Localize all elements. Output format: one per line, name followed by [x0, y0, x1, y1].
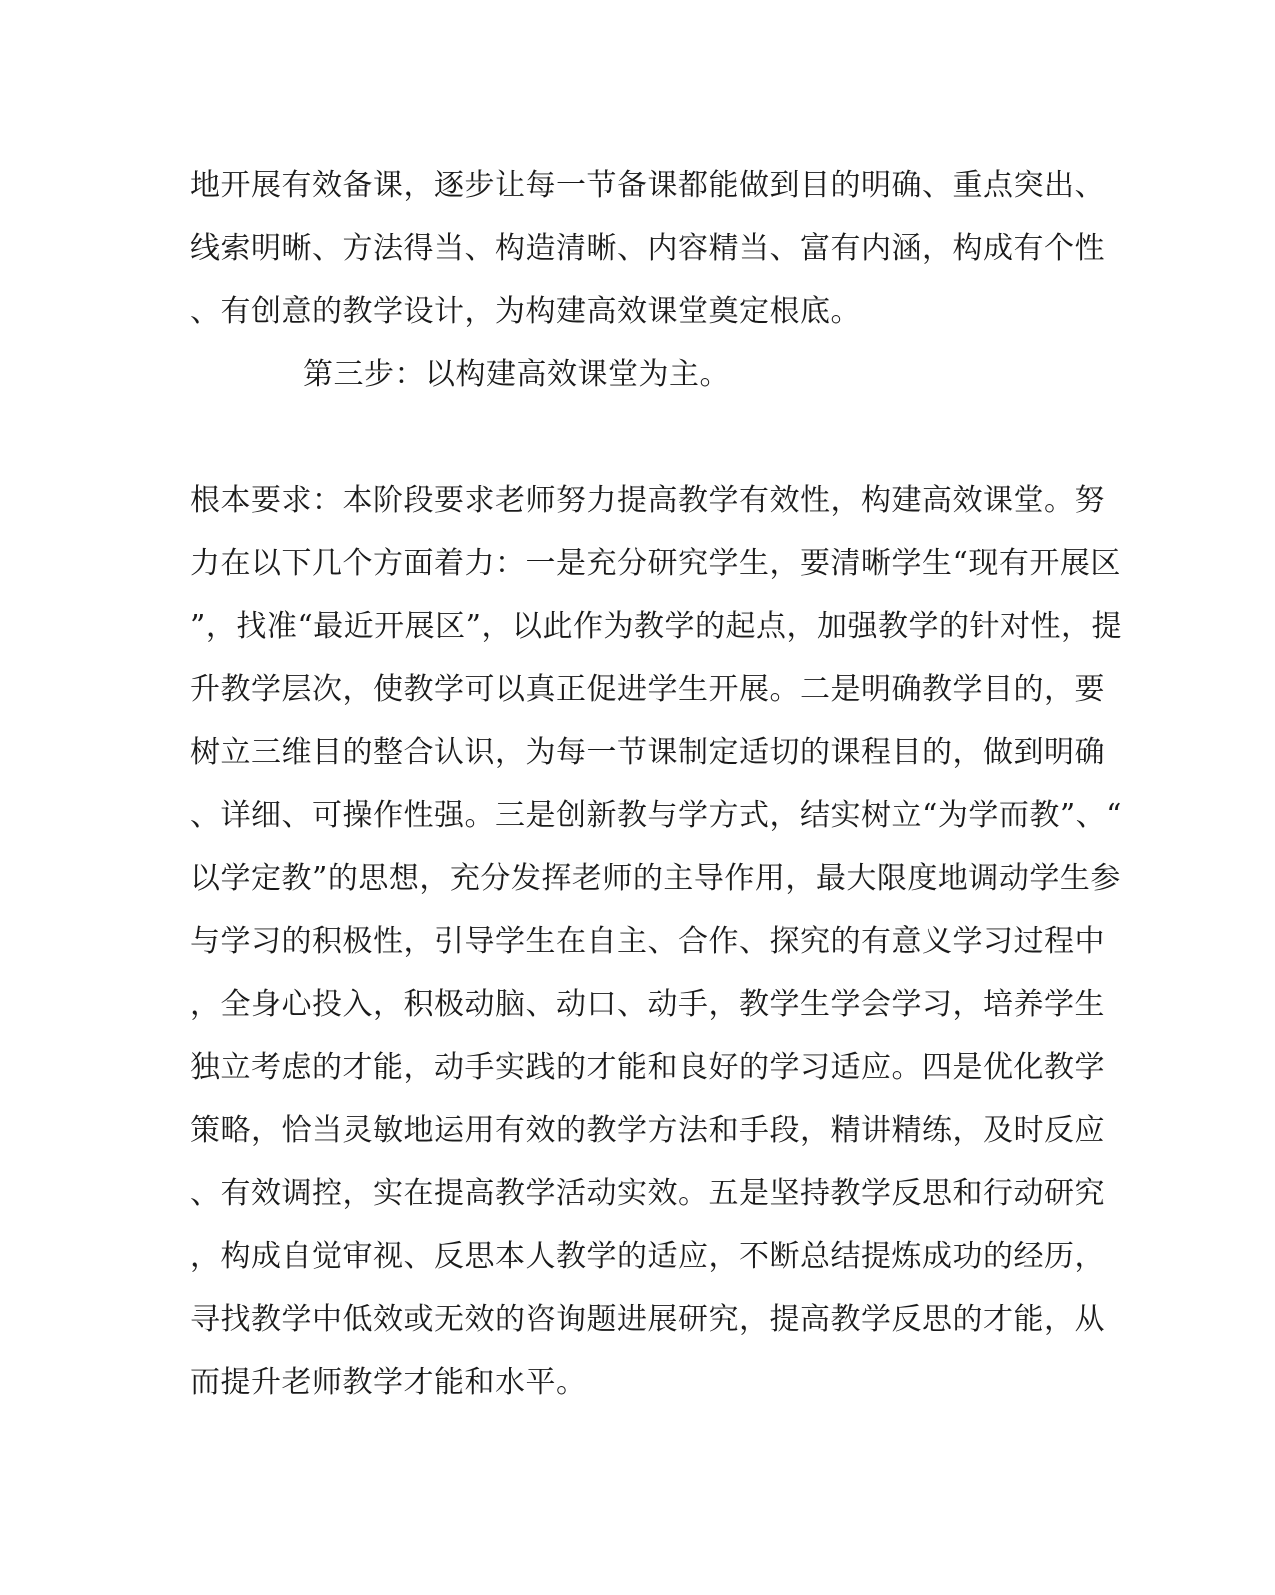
paragraph-line: 与学习的积极性，引导学生在自主、合作、探究的有意义学习过程中	[190, 924, 1105, 959]
paragraph-line: 以学定教”的思想，充分发挥老师的主导作用，最大限度地调动学生参	[190, 861, 1121, 896]
section-heading: 第三步：以构建高效课堂为主。	[303, 357, 730, 392]
paragraph-line: 策略，恰当灵敏地运用有效的教学方法和手段，精讲精练，及时反应	[190, 1113, 1105, 1148]
paragraph-line: ，全身心投入，积极动脑、动口、动手，教学生学会学习，培养学生	[190, 987, 1105, 1022]
paragraph-line: 地开展有效备课，逐步让每一节备课都能做到目的明确、重点突出、	[190, 168, 1105, 203]
paragraph-line: 寻找教学中低效或无效的咨询题进展研究，提高教学反思的才能，从	[190, 1302, 1105, 1337]
paragraph-line: 力在以下几个方面着力：一是充分研究学生，要清晰学生“现有开展区	[190, 546, 1121, 581]
paragraph-line: 、有创意的教学设计，为构建高效课堂奠定根底。	[190, 294, 861, 329]
paragraph-line: 、有效调控，实在提高教学活动实效。五是坚持教学反思和行动研究	[190, 1176, 1105, 1211]
paragraph-line: 独立考虑的才能，动手实践的才能和良好的学习适应。四是优化教学	[190, 1050, 1105, 1085]
paragraph-line: 升教学层次，使教学可以真正促进学生开展。二是明确教学目的，要	[190, 672, 1105, 707]
paragraph-line: 、详细、可操作性强。三是创新教与学方式，结实树立“为学而教”、“	[190, 798, 1123, 833]
paragraph-line: 根本要求：本阶段要求老师努力提高教学有效性，构建高效课堂。努	[190, 483, 1105, 518]
paragraph-line: 树立三维目的整合认识，为每一节课制定适切的课程目的，做到明确	[190, 735, 1105, 770]
paragraph-line: 而提升老师教学才能和水平。	[190, 1365, 587, 1400]
paragraph-line: ，构成自觉审视、反思本人教学的适应，不断总结提炼成功的经历，	[190, 1239, 1105, 1274]
paragraph-line: 线索明晰、方法得当、构造清晰、内容精当、富有内涵，构成有个性	[190, 231, 1105, 266]
paragraph-line: ”，找准“最近开展区”，以此作为教学的起点，加强教学的针对性，提	[190, 609, 1123, 644]
